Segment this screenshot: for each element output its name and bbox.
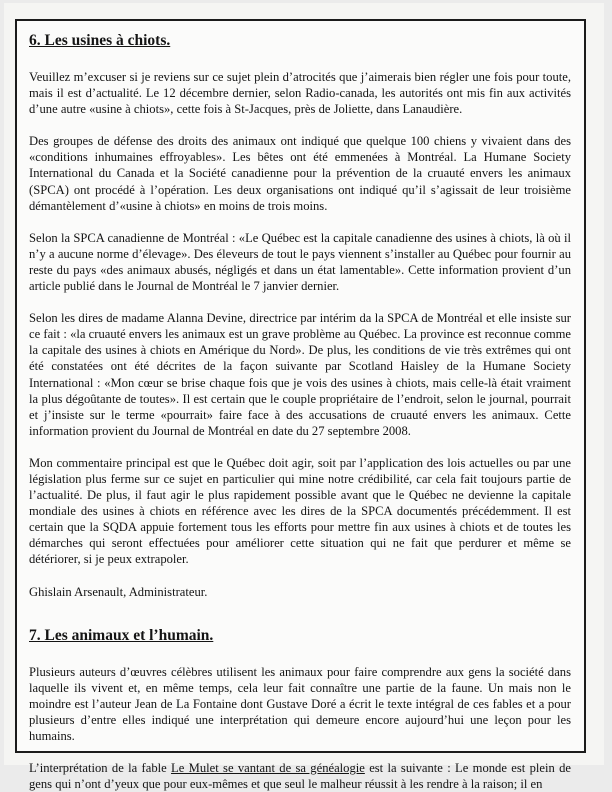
bordered-text-frame [15,19,586,792]
section-6-paragraph-2: Des groupes de défense des droits des animaux ont indiqué que quelque 100 chiens y vivaient dans des «conditions inhumaines effroyables». Les bêtes ont été emmenées à Montréal. La Humane Society International du Canada et la Société canadienne pour la prévention de la cruauté envers les animaux (SPCA) ont procédé à l’opération. Les deux organisations ont indiqué qu’il s’agissait de leur troisième démantèlement d’«usine à chiots» en moins de trois moins. [29,134,571,213]
section-6-paragraph-5: Mon commentaire principal est que le Québec doit agir, soit par l’application des lois actuelles ou par une législation plus ferme sur ce sujet en particulier qui mine notre crédibilité, car cela fait toujours partie de l’actualité. De plus, il faut agir le plus rapidement possible avant que le Québec ne devienne la capitale mondiale des usines à chiots en référence avec les dires de la SPCA documentés précédemment. Il est certain que la SQDA appuie fortement tous les efforts pour mettre fin aux usines à chiots et de toutes les démarches qui seront effectuées pour améliorer cette situation qui ne fait que perdurer et même se détériorer, si je peux extrapoler. [29,455,571,567]
fable-intro-text: L’interprétation de la fable [29,761,172,776]
article-content [29,31,571,792]
signature: Ghislain Arsenault, Administrateur. [29,584,208,599]
section-6-paragraph-1: Veuillez m’excuser si je reviens sur ce sujet plein d’atrocités que j’aimerais bien régler une fois pour toute, mais il est d’actualité. Le 12 décembre dernier, selon Radio-canada, les autorités ont mis fin aux activités d’une autre «usine à chiots», cette fois à St-Jacques, près de Joliette, dans Lanaudière. [29,70,571,117]
fable-interpretation-text: est la suivante : Le monde est plein de gens qui n’ont d’yeux que pour eux-mêmes et que seul le malheur réussit à les rendre à la raison; il en [29,761,571,792]
section-7-paragraph-2 [29,760,571,792]
section-6-heading: 6. Les usines à chiots. [29,32,171,49]
scanned-page [4,3,604,792]
section-7-paragraph-1: Plusieurs auteurs d’œuvres célèbres utilisent les animaux pour faire comprendre aux gens la société dans laquelle ils vivent et, en même temps, cela leur fait connaître une partie de la faune. Un mais non le moindre est l’auteur Jean de La Fontaine dont Gustave Doré a écrit le texte intégral de ces fables et a pour plusieurs d’entre elles indiqué une interprétation qui demeure encore aujourd’hui une leçon pour les humains. [29,664,571,743]
section-6-paragraph-4: Selon les dires de madame Alanna Devine, directrice par intérim da la SPCA de Montréal et elle insiste sur ce fait : «la cruauté envers les animaux est un grave problème au Québec. La province est reconnue comme la capitale des usines à chiots en Amérique du Nord». De plus, les conditions de vie très extrêmes qui ont été constatées ont été décrites de la façon suivante par Scotland Haisley de la Humane Society International : «Mon cœur se brise chaque fois que je vois des usines à chiots, mais celle-là était vraiment la plus dégoûtante de toutes». Il est certain que le couple propriétaire de l’endroit, selon le journal, pourrait et j’insiste sur le terme «pourrait» faire face à des accusations de cruauté envers les animaux. Cette information provient du Journal de Montréal en date du 27 septembre 2008. [29,311,571,438]
section-7-heading: 7. Les animaux et l’humain. [29,626,214,644]
fable-title: Le Mulet se vantant de sa généalogie [171,761,365,776]
section-6-paragraph-3: Selon la SPCA canadienne de Montréal : «Le Québec est la capitale canadienne des usines à chiots, là où il n’y a aucune norme d’élevage». Des éleveurs de tout le pays viennent s’installer au Québec pour fournir au reste du pays «des animaux abusés, négligés et dans un état lamentable». Cette information provient d’un article publié dans le Journal de Montréal le 7 janvier dernier. [29,230,571,294]
